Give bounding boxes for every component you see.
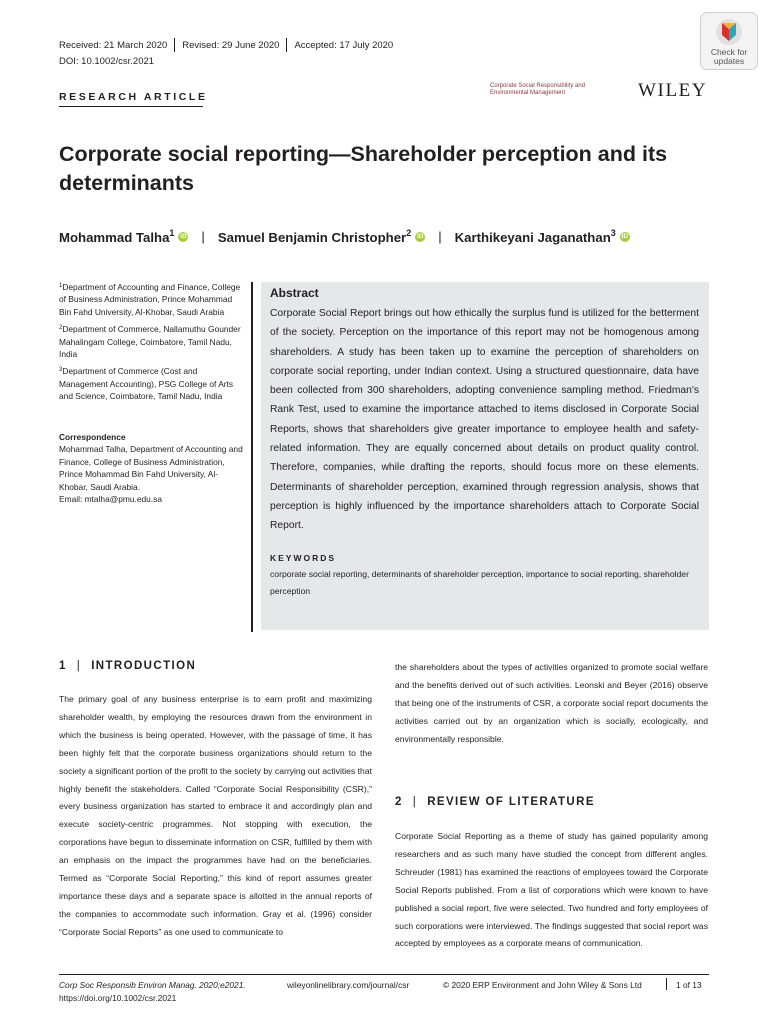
- footer-copyright: © 2020 ERP Environment and John Wiley & Sons Ltd: [443, 980, 642, 990]
- article-dates: [59, 38, 393, 52]
- orcid-icon[interactable]: iD: [416, 232, 424, 240]
- footer-citation: [59, 979, 246, 1005]
- keywords-text: corporate social reporting, determinants of shareholder perception, importance to social reporting, shareholder perception: [270, 568, 689, 596]
- citation-url[interactable]: https://doi.org/10.1002/csr.2021: [59, 993, 177, 1003]
- check-for-updates-button[interactable]: [700, 12, 758, 70]
- affiliation: $^3$Department of Commerce (Cost and Management Accounting), PSG College of Arts and Science, Coimbatore, Tamil Nadu, India: [59, 366, 234, 402]
- correspondence-heading: Correspondence: [59, 432, 126, 442]
- publisher-logo[interactable]: WILEY: [638, 80, 708, 101]
- affiliation: $^2$Department of Commerce, Nallamuthu Gounder Mahalingam College, Coimbatore, Tamil Nadu, India: [59, 324, 241, 360]
- article-type: RESEARCH ARTICLE: [59, 91, 208, 103]
- journal-logo-text: Corporate Social Responsibility and Environmental Management: [490, 83, 586, 96]
- author-name[interactable]: Karthikeyani Jaganathan$^3$: [454, 228, 616, 245]
- correspondence-email[interactable]: Email: mtalha@pmu.edu.sa: [59, 494, 162, 505]
- page-number: 1 of 13: [676, 980, 702, 990]
- review-text: Corporate Social Reporting as a theme of study has gained popularity among researchers and as such many have studied the concept from different angles. Schreuder (1981) has examined the reactions of employees toward the Corporate Social Reports published. From a list of corporations which were known to have published a social report, five were selected. Two hundred and forty employees of such corporations were interviewed. The findings suggested that social report was accepted by employees as a corporate means of communication.: [395, 831, 708, 949]
- citation-text: Corp Soc Responsib Environ Manag. 2020;e2021.: [59, 980, 246, 990]
- check-for-updates-label: Check for updates: [710, 47, 748, 66]
- footer-divider: [666, 978, 667, 990]
- author-name[interactable]: Samuel Benjamin Christopher$^2$: [217, 228, 412, 245]
- section-heading-review: 2 | REVIEW OF LITERATURE: [395, 796, 595, 808]
- article-title: Corporate social reporting—Shareholder perception and its determinants: [59, 142, 668, 195]
- affiliation: $^1$Department of Accounting and Finance, College of Business Administration, Prince Mohammad Bin Fahd University, Al-Khobar, Saudi Arabia: [59, 282, 241, 317]
- keywords-heading: KEYWORDS: [270, 552, 337, 563]
- author-separator: |: [201, 229, 205, 244]
- footer-site-link[interactable]: wileyonlinelibrary.com/journal/csr: [287, 980, 410, 990]
- introduction-text: The primary goal of any business enterprise is to earn profit and maximizing shareholder wealth, by employing the resources drawn from the environment in which the business is being operated. However, with the passage of time, it has been highly felt that the corporate business organizations should return to the society a significant portion of the profit to the society by carrying out activities that highly benefit the stakeholders. Called “Corporate Social Responsibility (CSR),” every business organization has started to embrace it and accordingly plan and execute society-centric programmes. Not stopping with execution, the corporations have begun to disseminate information on CSR, fulfilled by them with an emphasis on the impact the programmes have had on the beneficiaries. Termed as “Corporate Social Reporting,” this kind of report assumes greater importance these days and a separate space is allotted in the annual reports of the companies to accommodate such information. Gray et al. (1996) consider “Corporate Social Reports” as one used to communicate to: [59, 694, 372, 937]
- footer-rule: [59, 974, 709, 975]
- doi[interactable]: DOI: 10.1002/csr.2021: [59, 56, 155, 67]
- date-divider: [286, 38, 287, 52]
- revised-date: Revised: 29 June 2020: [182, 39, 280, 51]
- author-name[interactable]: Mohammad Talha$^1$: [59, 228, 175, 245]
- crossmark-icon: [714, 17, 744, 47]
- section-heading-introduction: 1 | INTRODUCTION: [59, 660, 197, 672]
- correspondence: [59, 431, 245, 505]
- abstract-rule: [251, 282, 253, 632]
- journal-logo[interactable]: [490, 80, 622, 102]
- orcid-icon[interactable]: iD: [180, 232, 187, 240]
- abstract-box: [261, 282, 709, 630]
- received-date: Received: 21 March 2020: [59, 39, 168, 51]
- introduction-text-continued: the shareholders about the types of activities organized to promote social welfare and the benefits derived out of such activities. Leonski and Beyer (2016) observe that being one of the instruments of CSR, a corporate social report documents the activities carried out by an organization which is socially, ecologically, and environmentally responsible.: [395, 662, 708, 744]
- date-divider: [174, 38, 175, 52]
- abstract-heading: Abstract: [270, 286, 319, 300]
- abstract-text: Corporate Social Report brings out how ethically the surplus fund is utilized for the betterment of the society. Perception on the importance of this report may not be homogenous among shareholders. A study has been taken up to examine the perception of shareholders on corporate social reporting, under Indian context. Using a structured questionnaire, data have been collected from 300 shareholders, adopting convenience sampling method. Friedman's Rank Test, used to examine the importance attached to items disclosed in Corporate Social Reports, shows that shareholders give greater importance to employee health and safety-related information. They are equally concerned about details on product quality control. Therefore, companies, while drafting the reports, should focus more on these elements. Determinants of shareholder perception, examined through regression analysis, shows that perception is highly influenced by the importance shareholders attach to Corporate Social Report.: [270, 308, 699, 532]
- article-type-rule: [59, 106, 203, 107]
- author-list: [59, 228, 630, 245]
- author-separator: |: [438, 229, 442, 244]
- orcid-icon[interactable]: iD: [621, 232, 629, 240]
- correspondence-text: Mohammad Talha, Department of Accounting and Finance, College of Business Administration, Prince Mohammad Bin Fahd University, Al-Khobar, Saudi Arabia.: [59, 444, 243, 492]
- accepted-date: Accepted: 17 July 2020: [294, 39, 394, 51]
- affiliations: [59, 280, 245, 407]
